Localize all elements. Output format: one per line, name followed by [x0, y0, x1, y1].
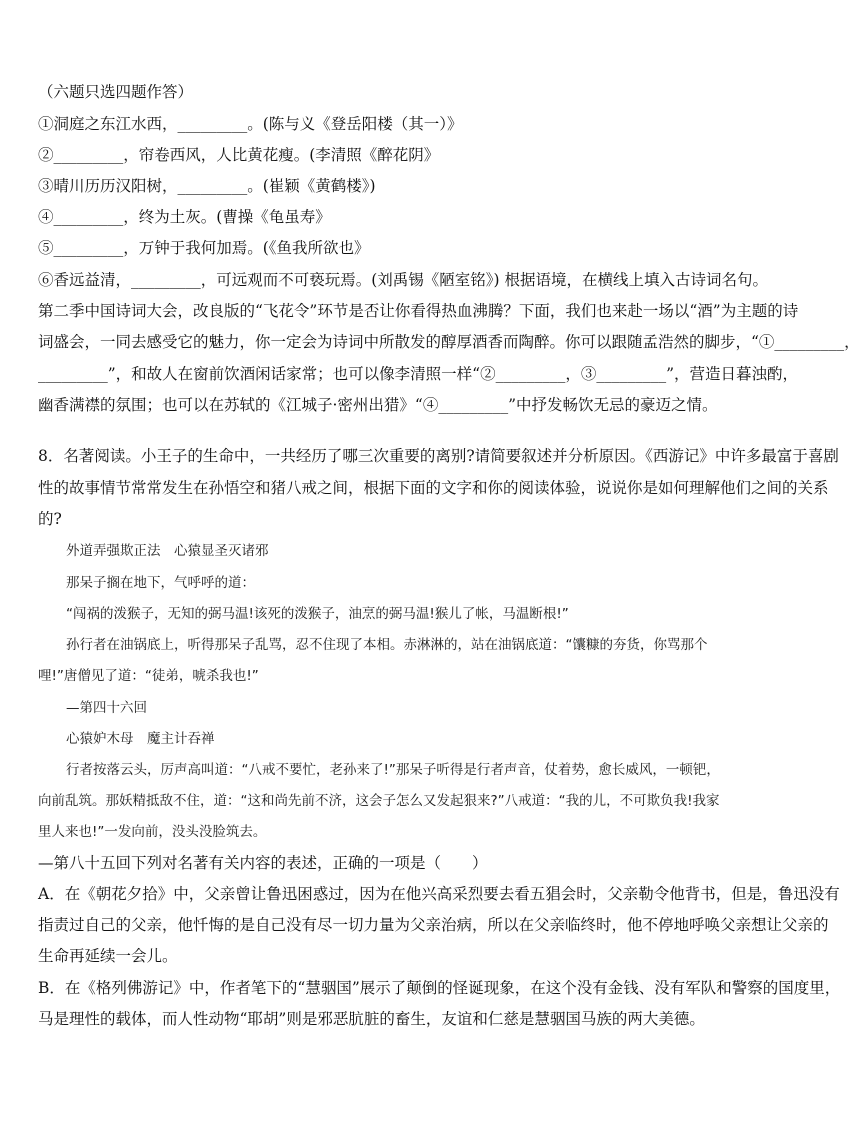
excerpt-line-4: 哩!”唐僧见了道：“徒弟，唬杀我也!”: [38, 668, 259, 684]
option-a-line-1: A．在《朝花夕拾》中，父亲曾让鲁迅困惑过，因为在他兴高采烈要去看五猖会时，父亲勒令他背书，但是，鲁迅没有: [38, 885, 840, 903]
option-a-line-3: 生命再延续一会儿。: [38, 947, 178, 965]
option-b-line-2: 马是理性的载体，而人性动物“耶胡”则是邪恶肮脏的畜生，友谊和仁慈是慧骃国马族的两大美德。: [38, 1010, 705, 1028]
q8-follow-up: —第八十五回下列对名著有关内容的表述，正确的一项是（ ）: [38, 854, 488, 872]
excerpt-line-3: 孙行者在油锅底上，听得那呆子乱骂，忍不住现了本相。赤淋淋的，站在油锅底道：“馕糠的夯货，你骂那个: [66, 637, 708, 653]
passage-line-2: 词盛会，一同去感受它的魅力，你一定会为诗词中所散发的醇厚酒香而陶醉。你可以跟随孟浩然的脚步，“①_________，: [38, 333, 860, 351]
excerpt-line-6: 向前乱筑。那妖精抵敌不住，道：“这和尚先前不济，这会子怎么又发起狠来?”八戒道：“我的儿，不可欺负我!我家: [38, 793, 720, 809]
option-b-line-1: B．在《格列佛游记》中，作者笔下的“慧骃国”展示了颠倒的怪诞现象，在这个没有金钱、没有军队和警察的国度里，: [38, 979, 841, 997]
passage-line-3: _________”，和故人在窗前饮酒闲话家常；也可以像李清照一样“②_________，③_________”，营造日暮浊酌，: [38, 365, 799, 383]
poems-instruction: （六题只选四题作答）: [38, 83, 194, 101]
poem-item-3: ③晴川历历汉阳树，_________。(崔颖《黄鹤楼》): [38, 177, 376, 195]
poem-item-4: ④_________，终为土灰。(曹操《龟虽寿》: [38, 208, 331, 226]
excerpt-line-5: 行者按落云头，厉声高叫道：“八戒不要忙，老孙来了!”那呆子听得是行者声音，仗着势，愈长威风，一顿钯，: [66, 762, 720, 778]
q8-prompt-line-1: 8．名著阅读。小王子的生命中，一共经历了哪三次重要的离别?请简要叙述并分析原因。《西游记》中许多最富于喜剧: [38, 447, 839, 465]
excerpt-chapter-46: —第四十六回: [66, 700, 147, 716]
q8-prompt-line-2: 性的故事情节常常发生在孙悟空和猪八戒之间，根据下面的文字和你的阅读体验，说说你是如何理解他们之间的关系: [38, 479, 829, 497]
passage-line-1: 第二季中国诗词大会，改良版的“飞花令”环节是否让你看得热血沸腾？下面，我们也来赴一场以“酒”为主题的诗: [38, 302, 799, 320]
excerpt-title-2: 心猿妒木母 魔主计吞禅: [66, 731, 215, 747]
poem-item-2: ②_________，帘卷西风，人比黄花瘦。(李清照《醉花阴》: [38, 146, 440, 164]
q8-prompt-line-3: 的?: [38, 510, 62, 528]
excerpt-title-1: 外道弄强欺正法 心猿显圣灭诸邪: [66, 543, 269, 559]
excerpt-line-7: 里人来也!”一发向前，没头没脸筑去。: [38, 824, 267, 840]
poem-item-6: ⑥香远益清，_________，可远观而不可亵玩焉。(刘禹锡《陋室铭》) 根据语境，在横线上填入古诗词名句。: [38, 271, 769, 289]
option-a-line-2: 指责过自己的父亲，他忏悔的是自己没有尽一切力量为父亲治病，所以在父亲临终时，他不停地呼唤父亲想让父亲的: [38, 916, 829, 934]
passage-line-4: 幽香满襟的氛围；也可以在苏轼的《江城子·密州出猎》“④_________”中抒发畅饮无忌的豪迈之情。: [38, 396, 718, 414]
poem-item-5: ⑤_________，万钟于我何加焉。(《鱼我所欲也》: [38, 239, 370, 257]
poem-item-1: ①洞庭之东江水西，_________。(陈与义《登岳阳楼（其一）》: [38, 115, 463, 133]
excerpt-line-2: “闯祸的泼猴子，无知的弼马温!该死的泼猴子，油烹的弼马温!猴儿了帐，马温断根!”: [66, 606, 569, 622]
excerpt-line-1: 那呆子搁在地下，气呼呼的道：: [66, 575, 255, 591]
